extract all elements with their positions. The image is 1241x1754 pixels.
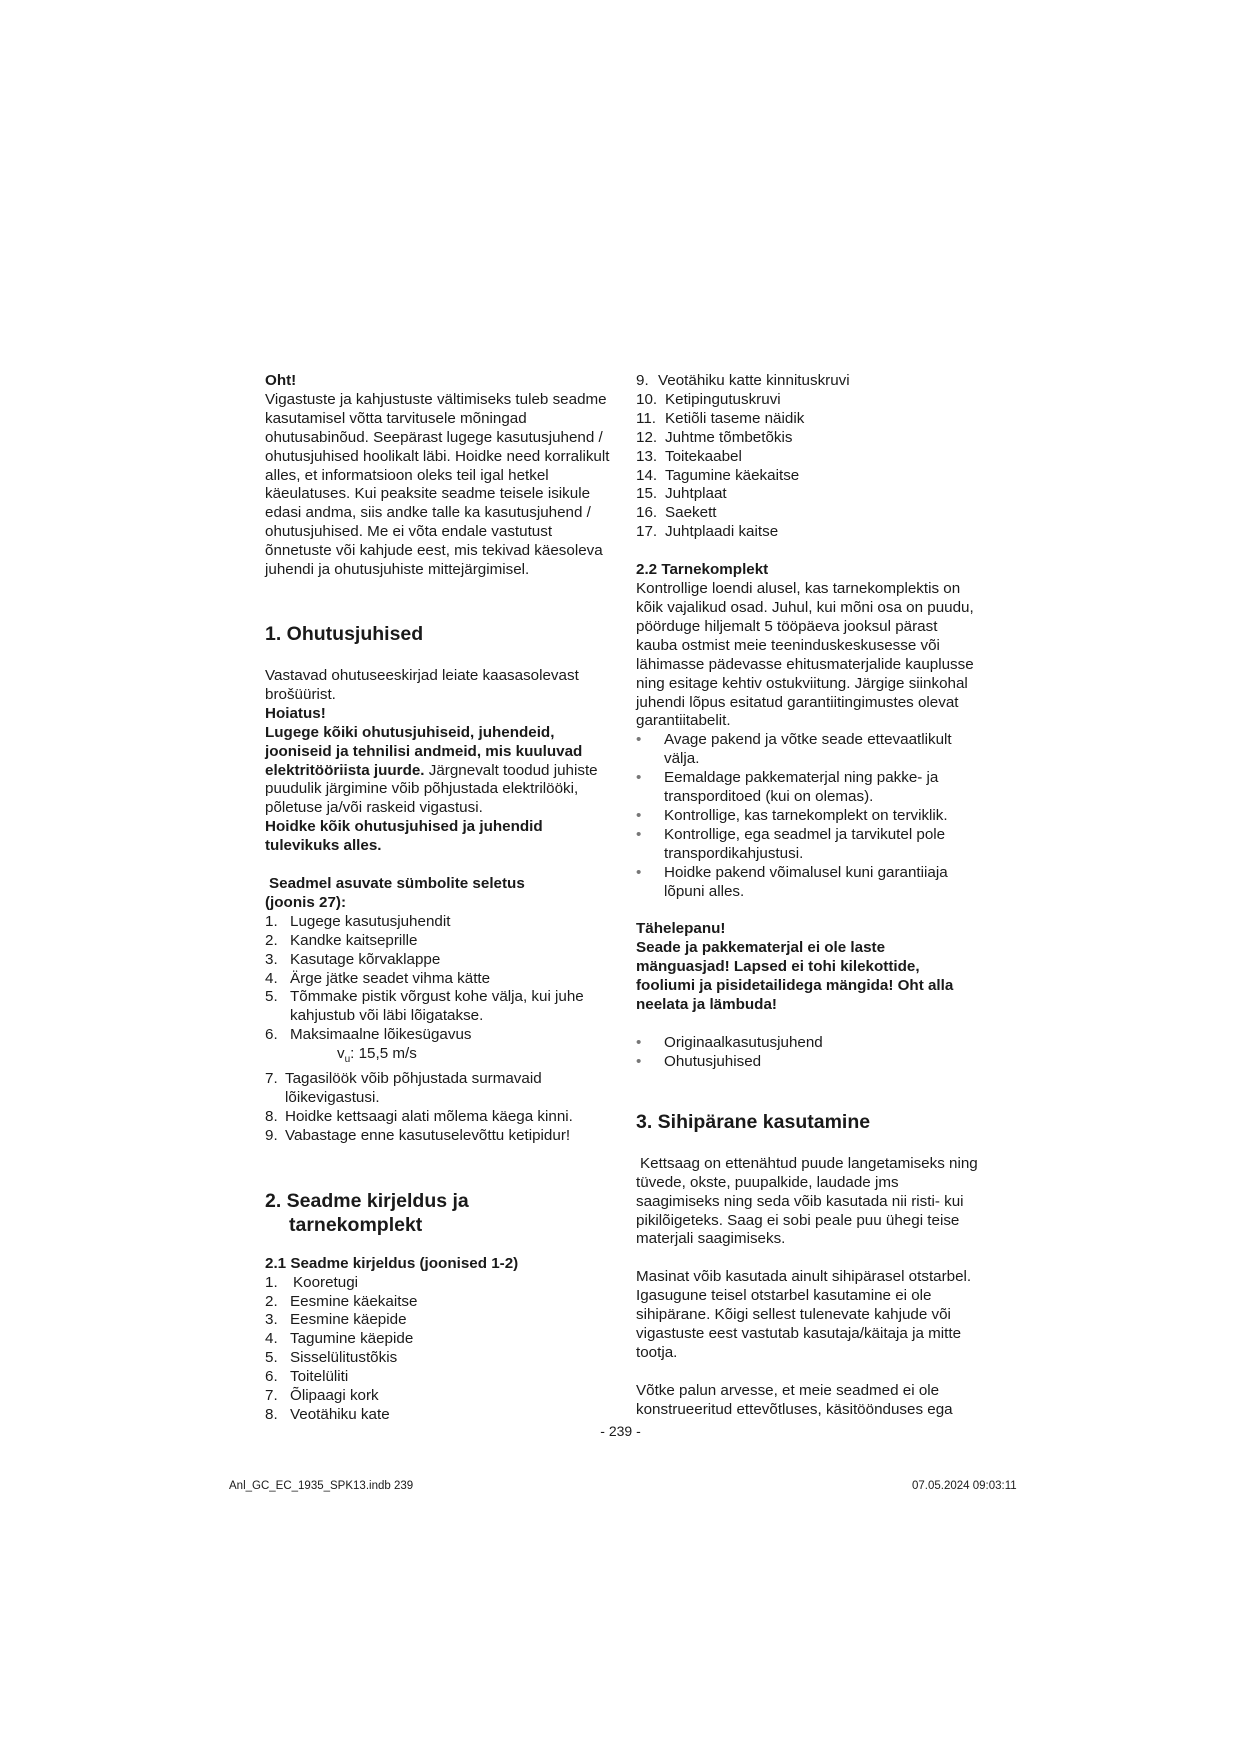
warning-title: Hoiatus! (265, 704, 326, 722)
list-item: • Avage pakend ja võtke seade ettevaatlikult välja. (636, 731, 952, 768)
list-item: 1. Kooretugi (265, 1273, 359, 1291)
list-item: 9. Vabastage enne kasutuselevõttu ketipidur! (265, 1126, 571, 1144)
section-3-paragraph-1: Kettsaag on ettenähtud puude langetamiseks ning tüvede, okste, puupalkide, laudade jms saagimiseks ning seda võib kasutada nii risti- kui pikilõigeteks. Saag ei sobi peale puu ühegi teise materjali saagimiseks. (636, 1154, 978, 1248)
warning-bold-text: Lugege kõiki ohutusjuhiseid, juhendeid, jooniseid ja tehnilisi andmeid, mis kuuluvad elektritööriista juurde. (265, 723, 583, 779)
bullet-icon: • (636, 1052, 642, 1070)
list-item: 17. Juhtplaadi kaitse (636, 523, 779, 541)
speed-value: $v_u$: 15,5 m/s (337, 1045, 417, 1066)
list-item: 9. Veotähiku katte kinnituskruvi (636, 372, 850, 389)
symbols-list (265, 913, 610, 1146)
list-item: 1. Lugege kasutusjuhendit (265, 912, 451, 930)
footer-file-name: Anl_GC_EC_1935_SPK13.indb 239 (229, 1480, 414, 1492)
bullet-icon: • (636, 731, 642, 749)
section-1-intro: Vastavad ohutuseeskirjad leiate kaasasolevast brošüürist. (265, 666, 579, 703)
danger-title: Oht! (265, 372, 297, 389)
list-item: 12. Juhtme tõmbetõkis (636, 428, 793, 446)
list-item: 3. Kasutage kõrvaklappe (265, 950, 441, 968)
parts-list (265, 1274, 610, 1425)
list-item: 2. Eesmine käekaitse (265, 1292, 418, 1310)
symbols-title: Seadmel asuvate sümbolite seletus (269, 875, 525, 893)
list-item: 8. Veotähiku kate (265, 1406, 390, 1423)
list-item: • Ohutusjuhised (636, 1052, 762, 1070)
bullet-icon: • (636, 769, 642, 787)
list-item: 11. Ketiõli taseme näidik (636, 409, 805, 427)
parts-list-continued (636, 372, 981, 542)
symbols-title-figure: (joonis 27): (265, 893, 347, 911)
included-docs-list (636, 1034, 981, 1072)
section-2-title-cont: tarnekomplekt (289, 1213, 423, 1236)
warning-paragraph (265, 724, 610, 819)
list-item: 7. Tagasilöök võib põhjustada surmavaid lõikevigastusi. (265, 1070, 542, 1107)
warning-keep: Hoidke kõik ohutusjuhised ja juhendid tulevikuks alles. (265, 818, 543, 855)
list-item: 16. Saekett (636, 504, 717, 522)
list-item: 4. Ärge jätke seadet vihma kätte (265, 969, 491, 987)
page-number: - 239 - (600, 1423, 641, 1439)
list-item: 8. Hoidke kettsaagi alati mõlema käega kinni. (265, 1107, 573, 1125)
list-item: 7. Õlipaagi kork (265, 1387, 379, 1405)
list-item: 2. Kandke kaitseprille (265, 931, 418, 949)
attention-title: Tähelepanu! (636, 920, 726, 938)
list-item: 13. Toitekaabel (636, 447, 742, 465)
section-2-1-title: 2.1 Seadme kirjeldus (joonised 1-2) (265, 1254, 519, 1272)
list-item: • Kontrollige, ega seadmel ja tarvikutel pole transpordikahjustusi. (636, 825, 946, 862)
section-3-paragraph-3: Võtke palun arvesse, et meie seadmed ei ole konstrueeritud ettevõtluses, käsitöönduses ega (636, 1381, 953, 1418)
list-item: 4. Tagumine käepide (265, 1330, 414, 1348)
unpacking-steps (636, 731, 981, 901)
warning-text: Järgnevalt toodud juhiste puudulik järgimine võib põhjustada elektrilööki, põletuse ja/või raskeid vigastusi. (265, 761, 598, 817)
list-item: 15. Juhtplaat (636, 485, 727, 503)
list-item: • Eemaldage pakkematerjal ning pakke- ja transporditoed (kui on olemas). (636, 769, 939, 806)
right-column (636, 372, 981, 1420)
list-item: 6. Toitelüliti (265, 1368, 349, 1386)
left-column (265, 372, 610, 1425)
list-item: • Originaalkasutusjuhend (636, 1034, 823, 1051)
section-2-2-title: 2.2 Tarnekomplekt (636, 561, 769, 579)
section-2-2-text: Kontrollige loendi alusel, kas tarnekomplektis on kõik vajalikud osad. Juhul, kui mõni osa on puudu, pöörduge hiljemalt 5 tööpäeva jooksul pärast kauba ostmist meie teeninduskeskusesse või lähimasse pädevasse ehitusmaterjalide kauplusse ning esitage kehtiv ostukviitung. Järgige siinkohal juhendi lõpus esitatud garantiitingimustes olevat garantiitabelit. (636, 580, 974, 730)
list-item: • Kontrollige, kas tarnekomplekt on terviklik. (636, 806, 948, 824)
list-item: 14. Tagumine käekaitse (636, 466, 800, 484)
list-item: 3. Eesmine käepide (265, 1311, 407, 1329)
bullet-icon: • (636, 1034, 642, 1051)
attention-text: Seade ja pakkematerjal ei ole laste mänguasjad! Lapsed ei tohi kilekottide, fooliumi ja pisidetailidega mängida! Oht alla neelata ja lämbuda! (636, 939, 954, 1014)
section-3-title: 3. Sihipärane kasutamine (636, 1110, 871, 1133)
list-item: 5. Sisselülitustõkis (265, 1349, 398, 1367)
section-1-title: 1. Ohutusjuhised (265, 622, 424, 645)
danger-text: Vigastuste ja kahjustuste vältimiseks tuleb seadme kasutamisel võtta tarvitusele mõningad ohutusabinõud. Seepärast lugege kasutusjuhend / ohutusjuhised hoolikalt läbi. Hoidke need korralikult alles, et informatsioon oleks teil igal hetkel käeulatuses. Kui peaksite seadme teisele isikule edasi andma, siis andke talle ka kasutusjuhend / ohutusjuhised. Me ei võta endale vastutust õnnetuste või kahjude eest, mis tekivad käesoleva juhendi ja ohutusjuhiste mittejärgimisel. (265, 390, 610, 579)
list-item: 5. Tõmmake pistik võrgust kohe välja, kui juhe kahjustub või läbi lõigatakse. (265, 988, 584, 1025)
list-item: 10. Ketipingutuskruvi (636, 390, 781, 408)
bullet-icon: • (636, 825, 642, 843)
section-3-paragraph-2: Masinat võib kasutada ainult sihipärasel otstarbel. Igasugune teisel otstarbel kasutamine ei ole sihipärane. Kõigi sellest tulenevate kahjude või vigastuste eest vastutab kasutaja/käitaja ja mitte tootja. (636, 1268, 972, 1361)
bullet-icon: • (636, 806, 642, 824)
list-item: 6. Maksimaalne lõikesügavus (265, 1026, 472, 1044)
list-item: • Hoidke pakend võimalusel kuni garantiiaja lõpuni alles. (636, 863, 948, 900)
footer-date: 07.05.2024 09:03:11 (912, 1480, 1017, 1492)
bullet-icon: • (636, 863, 642, 881)
section-2-title: 2. Seadme kirjeldus ja (265, 1189, 469, 1212)
